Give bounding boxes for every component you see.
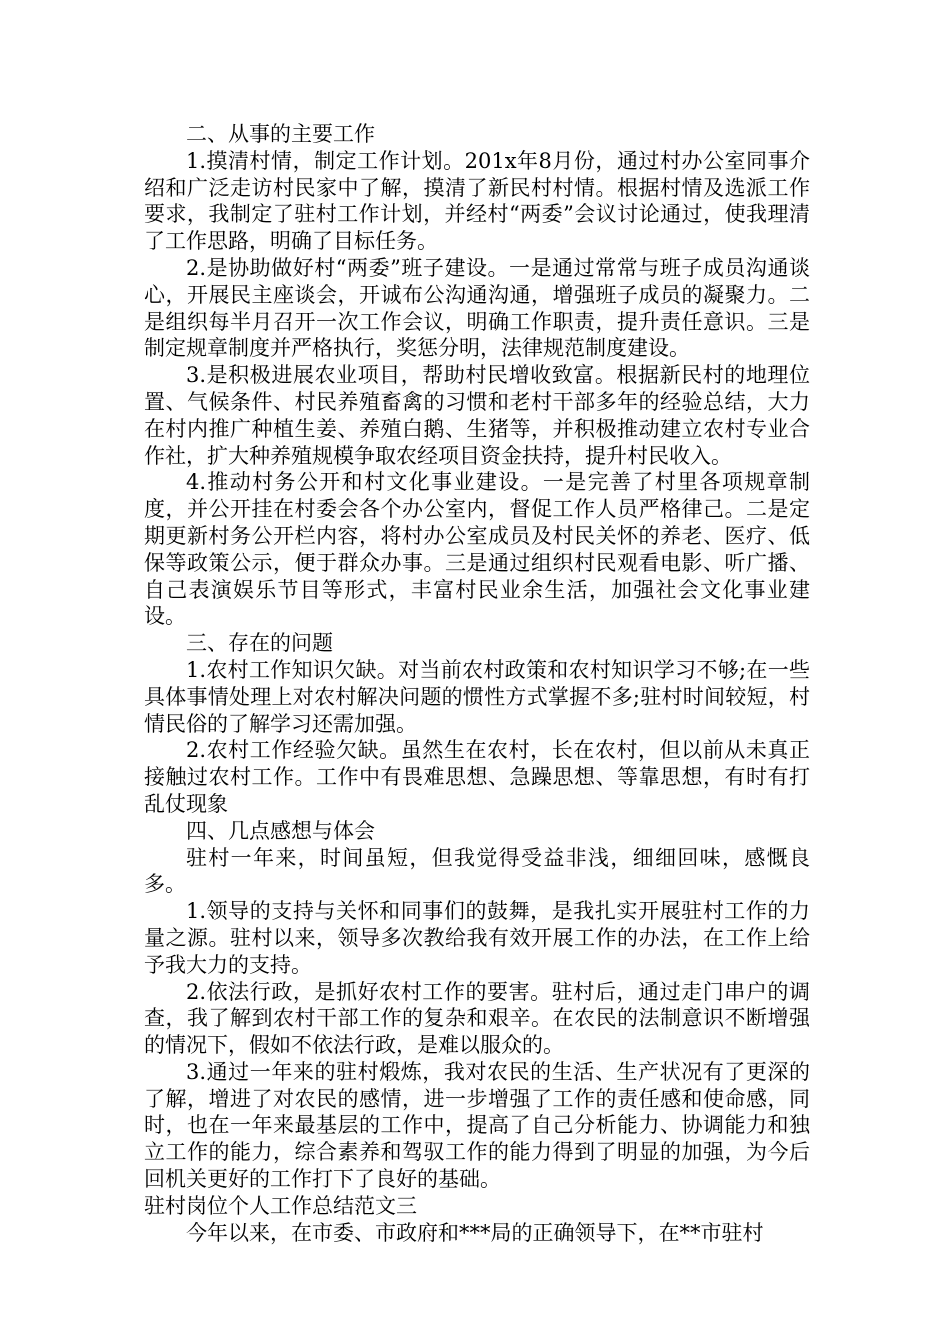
paragraph-experience-gap: 2.农村工作经验欠缺。虽然生在农村，长在农村，但以前从未真正接触过农村工作。工作中有畏难思想、急躁思想、等靠思想，有时有打乱仗现象 (144, 738, 810, 816)
paragraph-village-survey: 1.摸清村情，制定工作计划。201x年8月份，通过村办公室同事介绍和广泛走访村民家中了解，摸清了新民村村情。根据村情及选派工作要求，我制定了驻村工作计划，并经村“两委”会议讨论通过，使我理清了工作思路，明确了目标任务。 (144, 148, 810, 254)
document-body (144, 121, 810, 1246)
section-heading-main-work: 二、从事的主要工作 (186, 122, 375, 146)
document-title-sample-three: 驻村岗位个人工作总结范文三 (144, 1193, 417, 1218)
paragraph-sample-three-opening: 今年以来，在市委、市政府和***局的正确领导下，在**市驻村 (186, 1220, 764, 1245)
paragraph-village-affairs-culture: 4.推动村务公开和村文化事业建设。一是完善了村里各项规章制度，并公开挂在村委会各个办公室内，督促工作人员严格律己。二是定期更新村务公开栏内容，将村办公室成员及村民关怀的养老、医疗、低保等政策公示，便于群众办事。三是通过组织村民观看电影、听广播、自己表演娱乐节目等形式，丰富村民业余生活，加强社会文化事业建设。 (144, 470, 810, 629)
paragraph-reflection-intro: 驻村一年来，时间虽短，但我觉得受益非浅，细细回味，感慨良多。 (144, 845, 810, 897)
paragraph-personal-growth: 3.通过一年来的驻村煅炼，我对农民的生活、生产状况有了更深的了解，增进了对农民的感情，进一步增强了工作的责任感和使命感，同时，也在一年来最基层的工作中，提高了自己分析能力、协调能力和独立工作的能力，综合素养和驾驭工作的能力得到了明显的加强，为今后回机关更好的工作打下了良好的基础。 (144, 1059, 810, 1192)
paragraph-team-building: 2.是协助做好村“两委”班子建设。一是通过常常与班子成员沟通谈心，开展民主座谈会，开诚布公沟通沟通，增强班子成员的凝聚力。二是组织每半月召开一次工作会议，明确工作职责，提升责任意识。三是制定规章制度并严格执行，奖惩分明，法律规范制度建设。 (144, 255, 810, 361)
section-heading-reflections: 四、几点感想与体会 (186, 818, 375, 843)
paragraph-agriculture-projects: 3.是积极进展农业项目，帮助村民增收致富。根据新民村的地理位置、气候条件、村民养殖畜禽的习惯和老村干部多年的经验总结，大力在村内推广种植生姜、养殖白鹅、生猪等，并积极推动建立农村专业合作社，扩大种养殖规模争取农经项目资金扶持，提升村民收入。 (144, 363, 810, 468)
paragraph-rule-of-law: 2.依法行政，是抓好农村工作的要害。驻村后，通过走门串户的调查，我了解到农村干部工作的复杂和艰辛。在农民的法制意识不断增强的情况下，假如不依法行政，是难以服众的。 (144, 979, 810, 1058)
paragraph-knowledge-gap: 1.农村工作知识欠缺。对当前农村政策和农村知识学习不够;在一些具体事情处理上对农村解决问题的惯性方式掌握不多;驻村时间较短，村情民俗的了解学习还需加强。 (144, 657, 810, 736)
paragraph-leadership-support: 1.领导的支持与关怀和同事们的鼓舞，是我扎实开展驻村工作的力量之源。驻村以来，领导多次教给我有效开展工作的办法，在工作上给予我大力的支持。 (144, 899, 810, 977)
section-heading-problems: 三、存在的问题 (186, 631, 333, 656)
